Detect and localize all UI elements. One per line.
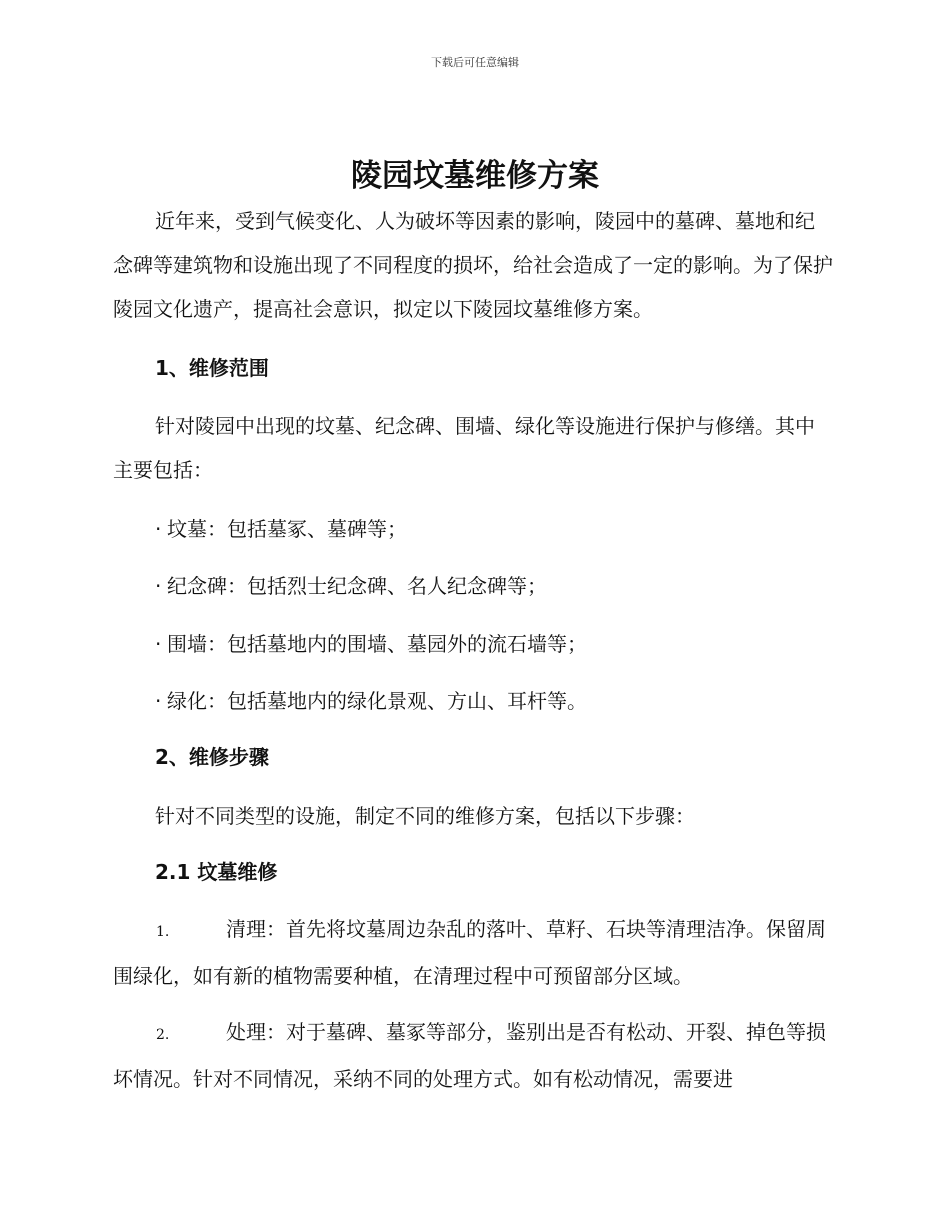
page-header-note: 下载后可任意编辑 (431, 56, 519, 69)
document-title: 陵园坟墓维修方案 (351, 158, 599, 194)
subsection-heading-tomb-repair: 2.1 坟墓维修 (155, 860, 278, 884)
section-heading-steps: 2、维修步骤 (155, 745, 269, 769)
item-number: 1. (156, 924, 170, 940)
numbered-item (113, 1010, 833, 1101)
numbered-item-text: 清理：首先将坟墓周边杂乱的落叶、草籽、石块等清理洁净。保留周围绿化，如有新的植物需要种植，在清理过程中可预留部分区域。 (113, 917, 826, 988)
scope-paragraph: 针对陵园中出现的坟墓、纪念碑、围墙、绿化等设施进行保护与修缮。其中主要包括： (113, 414, 815, 482)
list-item (155, 687, 587, 715)
bullet-icon: · (155, 632, 162, 656)
steps-intro-paragraph: 针对不同类型的设施，制定不同的维修方案，包括以下步骤： (155, 804, 695, 828)
numbered-item-text: 处理：对于墓碑、墓冢等部分，鉴别出是否有松动、开裂、掉色等损坏情况。针对不同情况，采纳不同的处理方式。如有松动情况，需要进 (113, 1020, 826, 1091)
list-item-text: 围墙：包括墓地内的围墙、墓园外的流石墙等； (167, 632, 587, 656)
list-item (155, 515, 407, 543)
intro-paragraph: 近年来，受到气候变化、人为破坏等因素的影响，陵园中的墓碑、墓地和纪念碑等建筑物和设施出现了不同程度的损坏，给社会造成了一定的影响。为了保护陵园文化遗产，提高社会意识，拟定以下陵园坟墓维修方案。 (113, 209, 833, 321)
section-heading-scope: 1、维修范围 (155, 356, 269, 380)
bullet-icon: · (155, 517, 162, 541)
list-item (155, 572, 547, 600)
list-item (155, 630, 587, 658)
list-item-text: 绿化：包括墓地内的绿化景观、方山、耳杆等。 (167, 689, 587, 713)
numbered-item (113, 907, 833, 998)
item-number: 2. (156, 1027, 170, 1043)
bullet-icon: · (155, 689, 162, 713)
list-item-text: 坟墓：包括墓冢、墓碑等； (167, 517, 407, 541)
list-item-text: 纪念碑：包括烈士纪念碑、名人纪念碑等； (167, 574, 547, 598)
bullet-icon: · (155, 574, 162, 598)
